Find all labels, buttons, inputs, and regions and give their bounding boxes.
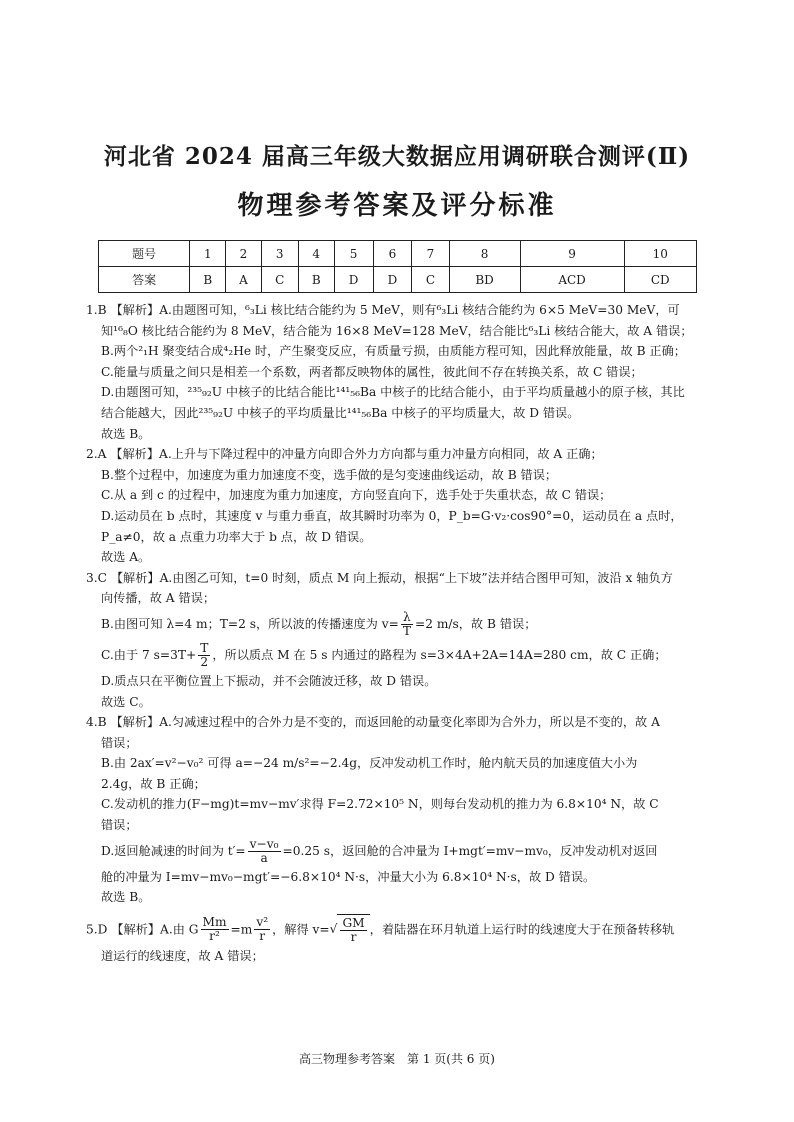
q2-conclusion: 故选 A。 — [101, 550, 151, 565]
question-number: 9 — [520, 241, 624, 267]
question-number: 7 — [412, 241, 449, 267]
q4-line-time: D.返回舱减速的时间为 t′= $\frac{\text{v−v₀}}{a}$ =0.25 s，返回舱的合冲量为 I+mgt′=mv−mv₀，反冲发动机对返回 — [101, 836, 658, 865]
explanation-body — [86, 300, 711, 966]
answer-cell: D — [373, 267, 412, 293]
q2-line: D.运动员在 b 点时，其速度 v 与重力垂直，故其瞬时功率为 0，P_b=G·v₂·cos90°=0，运动员在 a 点时， — [101, 508, 683, 523]
answer-cell: BD — [449, 267, 520, 293]
answer-cell: CD — [624, 267, 696, 293]
fraction: $\frac{\lambda}{T}$ — [402, 609, 411, 638]
question-number: 1 — [190, 241, 226, 267]
table-row-answers — [99, 267, 697, 293]
q4-conclusion: 故选 B。 — [101, 890, 151, 905]
fraction: $\frac{Mm}{\text{r²}}$ — [202, 915, 227, 944]
fraction: $\frac{T}{2}$ — [200, 640, 209, 669]
q4-line: 4.B 【解析】A.匀减速过程中的合外力是不变的，而返回舱的动量变化率即为合外力，所以是不变的，故 A — [86, 715, 660, 730]
table-row-label: 题号 — [99, 241, 190, 267]
answer-cell: A — [226, 267, 261, 293]
question-number: 2 — [226, 241, 261, 267]
q1-line: 知¹⁶₈O 核比结合能约为 8 MeV，结合能为 16×8 MeV=128 MeV，结合能比⁶₃Li 核结合能大，故 A 错误； — [101, 323, 693, 338]
table-row-label: 答案 — [99, 267, 190, 293]
q5-line: 道运行的线速度，故 A 错误； — [101, 948, 264, 963]
q4-line: 2.4g，故 B 正确； — [101, 776, 206, 791]
question-number: 6 — [373, 241, 412, 267]
q5-line-gravity: 5.D 【解析】A.由 G $\frac{Mm}{\text{r²}}$ =m $\frac{\text{v²}}{r}$ ，解得 v=√ $\frac{GM}{r}$ ，着陆器在环月轨道上运行时的线速度大于在预备转移轨 — [86, 915, 675, 944]
q2-line: 2.A 【解析】A.上升与下降过程中的冲量方向即合外力方向都与重力冲量方向相同，故 A 正确； — [86, 447, 603, 462]
page-footer: 高三物理参考答案 第 1 页(共 6 页) — [299, 1052, 495, 1066]
q1-line: 1.B 【解析】A.由题图可知，⁶₃Li 核比结合能约为 5 MeV，则有⁶₃Li 核结合能约为 6×5 MeV=30 MeV，可 — [86, 303, 680, 317]
q3-line: 向传播，故 A 错误； — [101, 591, 216, 606]
q3-line-wave-speed: B.由图可知 λ=4 m；T=2 s，所以波的传播速度为 v= $\frac{\lambda}{T}$ =2 m/s，故 B 错误； — [101, 609, 537, 638]
question-number: 3 — [261, 241, 298, 267]
question-number: 5 — [334, 241, 373, 267]
square-root: √ $\frac{GM}{r}$ — [330, 922, 370, 936]
q2-line: P_a≠0，故 a 点重力功率大于 b 点，故 D 错误。 — [101, 529, 372, 544]
answer-cell: ACD — [520, 267, 624, 293]
answer-cell: B — [190, 267, 226, 293]
answer-cell: B — [298, 267, 334, 293]
answer-cell: C — [412, 267, 449, 293]
q1-conclusion: 故选 B。 — [101, 426, 151, 441]
fraction: $\frac{\text{v²}}{r}$ — [256, 915, 269, 944]
q4-line: 错误； — [101, 735, 138, 750]
q3-line: 3.C 【解析】A.由图乙可知，t=0 时刻，质点 M 向上振动，根据“上下坡”法并结合图甲可知，波沿 x 轴负方 — [86, 570, 673, 585]
document-subtitle: 物理参考答案及评分标准 — [237, 191, 557, 221]
question-number: 10 — [624, 241, 696, 267]
q2-line: B.整个过程中，加速度为重力加速度不变，选手做的是匀变速曲线运动，故 B 错误； — [101, 467, 558, 482]
q3-conclusion: 故选 C。 — [101, 694, 151, 709]
q4-line: 舱的冲量为 I=mv−mv₀−mgt′=−6.8×10⁴ N·s，冲量大小为 6.8×10⁴ N·s，故 D 错误。 — [101, 869, 596, 884]
q3-line-distance: C.由于 7 s=3T+ $\frac{T}{2}$ ，所以质点 M 在 5 s 内通过的路程为 s=3×4A+2A=14A=280 cm，故 C 正确； — [101, 640, 667, 669]
q1-line: 结合能越大，因此²³⁵₉₂U 中核子的平均质量比¹⁴¹₅₆Ba 中核子的平均质量大，故 D 错误。 — [101, 405, 580, 420]
answer-cell: C — [261, 267, 298, 293]
q1-line: B.两个²₁H 聚变结合成⁴₂He 时，产生聚变反应，有质量亏损，由质能方程可知，因此释放能量，故 B 正确； — [101, 344, 686, 359]
answer-cell: D — [334, 267, 373, 293]
q2-line: C.从 a 到 c 的过程中，加速度为重力加速度，方向竖直向下，选手处于失重状态，故 C 错误； — [101, 488, 612, 503]
q4-line: C.发动机的推力(F−mg)t=mv−mv′求得 F=2.72×10⁵ N，则每台发动机的推力为 6.8×10⁴ N，故 C — [101, 797, 659, 812]
question-number: 8 — [449, 241, 520, 267]
q1-line: C.能量与质量之间只是相差一个系数，两者都反映物体的属性，彼此间不存在转换关系，故 C 错误； — [101, 364, 643, 379]
answer-table — [98, 240, 697, 293]
fraction: $\frac{\text{v−v₀}}{a}$ — [249, 836, 279, 865]
table-row-numbers — [99, 241, 697, 267]
fraction: $\frac{GM}{r}$ — [342, 915, 365, 944]
q1-line: D.由题图可知，²³⁵₉₂U 中核子的比结合能比¹⁴¹₅₆Ba 中核子的比结合能小，由于平均质量越小的原子核，其比 — [101, 385, 685, 400]
q4-line: 错误； — [101, 818, 138, 833]
question-number: 4 — [298, 241, 334, 267]
q4-line: B.由 2ax′=v²−v₀² 可得 a=−24 m/s²=−2.4g，反冲发动机工作时，舱内航天员的加速度值大小为 — [101, 756, 638, 771]
q3-line: D.质点只在平衡位置上下振动，并不会随波迁移，故 D 错误。 — [101, 673, 437, 688]
document-title: 河北省 2024 届高三年级大数据应用调研联合测评(Ⅱ) — [103, 143, 691, 170]
